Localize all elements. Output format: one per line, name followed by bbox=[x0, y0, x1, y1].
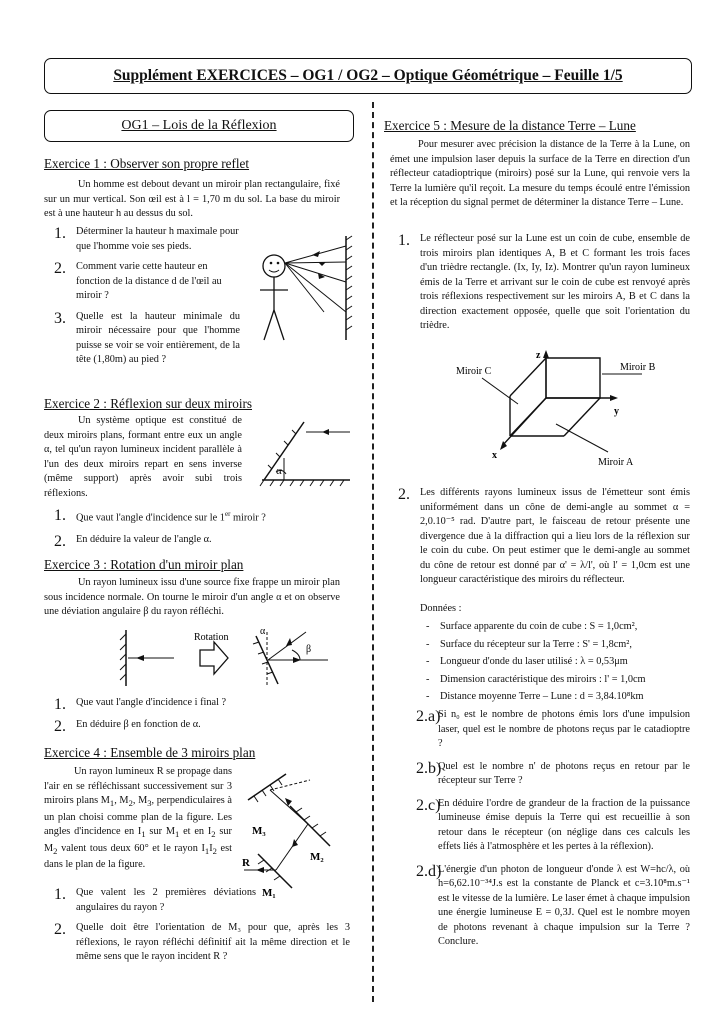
ex1-questions: 1. Déterminer la hauteur h maximale pour que l'homme voie ses pieds. 2. Comment varie cette hauteur en fonction de la distance d de l'œil au miroir ? 3. Quelle est la hauteur minimale du miroir nécessaire pour que l'homme puisse se voir se voir entièrement, de la tête (1,80m) au pied ? bbox=[54, 225, 240, 374]
ex4-q1: Que valent les 2 premières déviations angulaires du rayon ? bbox=[76, 887, 256, 913]
ex3-figure bbox=[96, 626, 336, 690]
ex2-figure bbox=[252, 418, 352, 486]
donnee-item: - Surface du récepteur sur la Terre : S' = 1,8cm², bbox=[426, 638, 690, 653]
section-title: OG1 – Lois de la Réflexion bbox=[121, 118, 277, 133]
ex2-alpha-label: α bbox=[276, 465, 282, 477]
ex4-m2-label: M₂ bbox=[310, 851, 324, 863]
donnees-label: Données : bbox=[420, 603, 462, 614]
page-title-box bbox=[44, 58, 692, 94]
miroir-c-label: Miroir C bbox=[456, 366, 492, 377]
ex4-m3-label: M₃ bbox=[252, 825, 266, 837]
ex5-intro: Pour mesurer avec précision la distance de la Terre à la Lune, on émet une impulsion laser depuis la surface de la Terre en direction d'un réflecteur catadioptrique (miroirs) posé sur la Lune, qui renvoie vers la Terre la lumière qu'il reçoit. La mesure du temps écoulé entre l'émission et la réception du signal permet de déterminer la distance Terre – Lune. bbox=[390, 139, 690, 208]
ex1-q3: Quelle est la hauteur minimale du miroir nécessaire pour que l'homme puisse se voir se voir entièrement, de la tête (1,80m) au pied ? bbox=[76, 310, 240, 365]
ex4-title: Exercice 4 : Ensemble de 3 miroirs plan bbox=[44, 745, 256, 760]
ex3-questions: 1. Que vaut l'angle d'incidence i final ? 2. En déduire β en fonction de α. bbox=[54, 696, 344, 738]
ex5-subquestions: 2.a) Si n₀ est le nombre de photons émis lors d'une impulsion laser, quel est le nombre de photons reçus par le catadioptre ? 2.b) Quel est le nombre n' de photons reçus en retour par le récepteur sur Terre ? 2.c) En déduire l'ordre de grandeur de la fraction de la puissance lumineuse émise depuis la Terre qui est recueillie à son retour dans le récepteur (on néglige dans ces calculs les effets liés à l'atmosphère et les pertes à la réflexion). 2.d) L'énergie d'un photon de longueur d'onde λ est W=hc/λ, où h=6,62.10⁻³⁴J.s est la constante de Planck et c=3.10⁸m.s⁻¹ est le vitesse de la lumière. Le laser émet à chaque impulsion une énergie lumineuse E = 0,3J. Quel est le nombre moyen de photons revenant à chaque impulsion sur la Terre ? Conclure. bbox=[416, 708, 690, 958]
ex1-figure bbox=[248, 232, 352, 344]
q2d: L'énergie d'un photon de longueur d'onde λ est W=hc/λ, où h=6,62.10⁻³⁴J.s est la constante de Planck et c=3.10⁸m.s⁻¹ est le vitesse de la lumière. Le laser émet à chaque impulsion une énergie lumineuse E = 0,3J. Quel est le nombre moyen de photons revenant à chaque impulsion sur la Terre ? Conclure. bbox=[438, 863, 690, 947]
ex4-q2: Quelle doit être l'orientation de M₃ pour que, après les 3 réflexions, le rayon réfléchi définitif ait la même direction et le même sens que le rayon incident R ? bbox=[76, 922, 350, 962]
q2c: En déduire l'ordre de grandeur de la fraction de la puissance lumineuse émise depuis la Terre qui est recueillie à son retour dans le récepteur (on néglige dans ces calculs les effets liés à l'atmosphère et les pertes à la réflexion). bbox=[438, 797, 690, 852]
ex1-title: Exercice 1 : Observer son propre reflet bbox=[44, 156, 250, 171]
ex4-r-label: R bbox=[242, 857, 250, 869]
ex3-alpha-label: α bbox=[260, 626, 266, 637]
ex5-title: Exercice 5 : Mesure de la distance Terre – Lune bbox=[384, 118, 636, 133]
ex1-q2: Comment varie cette hauteur en fonction de la distance d de l'œil au miroir ? bbox=[76, 261, 222, 301]
ex3-beta-label: β bbox=[306, 644, 312, 655]
miroir-a-label: Miroir A bbox=[598, 457, 634, 468]
ex4-m1-label: M₁ bbox=[262, 887, 276, 899]
donnee-item: - Surface apparente du coin de cube : S = 1,0cm², bbox=[426, 620, 690, 635]
q2a: Si n₀ est le nombre de photons émis lors d'une impulsion laser, quel est le nombre de photons reçus par le catadioptre ? bbox=[438, 709, 690, 749]
page-title: Supplément EXERCICES – OG1 / OG2 – Optique Géométrique – Feuille 1/5 bbox=[113, 67, 623, 84]
ex3-q1: Que vaut l'angle d'incidence i final ? bbox=[76, 697, 227, 708]
ex5-q1: 1. Le réflecteur posé sur la Lune est un coin de cube, ensemble de trois miroirs plan identiques A, B et C formant les trois faces d'un trièdre rectangle. (Ix, Iy, Iz). Montrer qu'un rayon lumineux émis de la Terre et arrivant sur le coin de cube est renvoyé après trois réflexions respectivement sur les miroirs A, B et C dans la direction exactement opposée, quelle que soit l'orientation du trièdre. bbox=[398, 232, 690, 331]
ex1-intro: Un homme est debout devant un miroir plan rectangulaire, fixé sur un mur vertical. Son œil est à l = 1,70 m du sol. La base du miroir est à une hauteur h au dessus du sol. bbox=[44, 179, 340, 219]
ex2-title: Exercice 2 : Réflexion sur deux miroirs bbox=[44, 396, 253, 411]
ex3-rotation-label: Rotation bbox=[194, 632, 229, 643]
ex4-intro: Un rayon lumineux R se propage dans l'air en se réfléchissant successivement sur 3 miroirs plans $M_1$, $M_2$, $M_3$, perpendiculaires à un plan choisi comme plan de la figure. Les angles d'incidence en $I_1$ sur $M_1$ et en $I_2$ sur $M_2$ valent tous deux 60° et le rayon $I_1I_2$ est dans le plan de la figure. bbox=[44, 766, 232, 871]
ex4-questions: 1. Que valent les 2 premières déviations angulaires du rayon ? 2. Quelle doit être l'orientation de M₃ pour que, après les 3 réflexions, le rayon réfléchi définitif ait la même direction et le même sens que le rayon incident R ? bbox=[54, 886, 350, 971]
miroir-b-label: Miroir B bbox=[620, 362, 656, 373]
axis-x-label: x bbox=[492, 450, 497, 461]
ex2-q1: Que vaut l'angle d'incidence sur le 1er miroir ? bbox=[76, 510, 266, 524]
ex1-q1: Déterminer la hauteur h maximale pour que l'homme voie ses pieds. bbox=[76, 226, 239, 252]
donnees-list bbox=[426, 620, 690, 708]
section-title-box bbox=[44, 110, 354, 142]
axis-y-label: y bbox=[614, 406, 619, 417]
ex5-q2: 2. Les différents rayons lumineux issus de l'émetteur sont émis uniformément dans un cône de demi-angle au sommet α = 2,0.10⁻⁵ rad. D'autre part, le faisceau de retour présente une divergence due à la diffraction qui a lieu lors de la réflexion sur le coin du cube. On peut estimer que le demi-angle au sommet du cône de retour est donné par α' = λ/l', où l' = 1,0cm est une longueur caractéristique des miroirs du réflecteur. bbox=[398, 486, 690, 585]
q2b: Quel est le nombre n' de photons reçus en retour par le récepteur sur Terre ? bbox=[438, 760, 690, 786]
ex5-cube-figure bbox=[452, 352, 688, 476]
ex2-q2: En déduire la valeur de l'angle α. bbox=[76, 533, 212, 545]
ex2-intro: Un système optique est constitué de deux miroirs plans, formant entre eux un angle α, tel qu'un rayon lumineux incident parallèle à l'un des deux miroirs repart en sens inverse (même support) après avoir subi trois réflexions. bbox=[44, 415, 242, 499]
axis-z-label: z bbox=[536, 350, 541, 361]
donnee-item: - Distance moyenne Terre – Lune : d = 3,84.10⁸km bbox=[426, 690, 690, 705]
ex3-q2: En déduire β en fonction de α. bbox=[76, 718, 201, 730]
donnee-item: - Longueur d'onde du laser utilisé : λ = 0,53μm bbox=[426, 655, 690, 670]
donnee-item: - Dimension caractéristique des miroirs : l' = 1,0cm bbox=[426, 673, 690, 688]
ex2-questions: 1. Que vaut l'angle d'incidence sur le 1er miroir ? 2. En déduire la valeur de l'angle α. bbox=[54, 507, 344, 553]
ex4-figure bbox=[240, 770, 350, 900]
ex3-title: Exercice 3 : Rotation d'un miroir plan bbox=[44, 557, 244, 572]
column-divider bbox=[372, 102, 374, 1002]
ex3-intro: Un rayon lumineux issu d'une source fixe frappe un miroir plan sous incidence normale. On tourne le miroir d'un angle α et on observe une déviation angulaire β du rayon réfléchi. bbox=[44, 577, 340, 617]
